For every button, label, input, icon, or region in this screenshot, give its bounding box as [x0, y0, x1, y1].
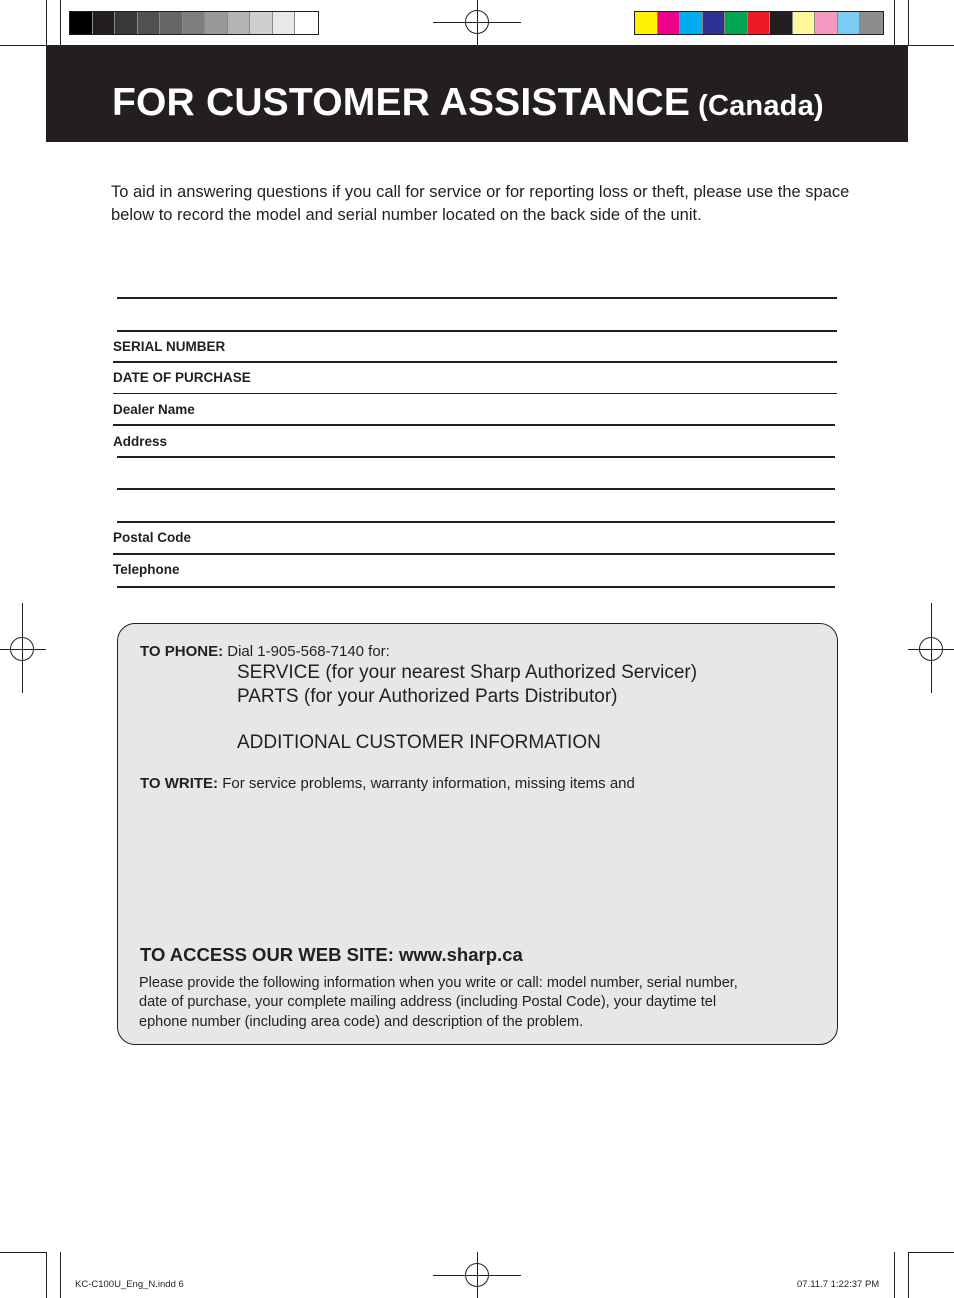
address-field[interactable] [117, 456, 835, 458]
page-title [112, 81, 824, 128]
process-swatch-2 [658, 12, 681, 34]
postal-code-field[interactable] [113, 553, 835, 555]
intro-paragraph: To aid in answering questions if you call for service or for reporting loss or theft, please use the space below to record the model and serial number located on the back side of the unit. [111, 183, 850, 224]
date-of-purchase-field[interactable] [113, 393, 837, 394]
write-line [140, 775, 635, 792]
process-swatch-3 [680, 12, 703, 34]
gray-swatch-7 [205, 12, 228, 34]
gray-swatch-9 [250, 12, 273, 34]
process-color-bar [634, 11, 884, 35]
provide-info-line-3: ephone number (including area code) and description of the problem. [139, 1014, 584, 1030]
process-swatch-4 [703, 12, 726, 34]
gray-swatch-8 [228, 12, 251, 34]
footer-timestamp: 07.11.7 1:22:37 PM [797, 1279, 880, 1290]
telephone-field[interactable] [117, 586, 835, 588]
dealer-name-label: Dealer Name [113, 402, 195, 417]
serial-number-field[interactable] [113, 361, 837, 363]
process-swatch-6 [748, 12, 771, 34]
provide-info-line-2: date of purchase, your complete mailing address (including Postal Code), your daytime tel [139, 994, 717, 1010]
title-region: (Canada) [698, 90, 824, 122]
gray-swatch-4 [138, 12, 161, 34]
address-field-line-3[interactable] [117, 521, 835, 523]
process-swatch-7 [770, 12, 793, 34]
process-swatch-8 [793, 12, 816, 34]
address-field-line-2[interactable] [117, 488, 835, 490]
phone-text: Dial 1-905-568-7140 for: [223, 643, 390, 660]
gray-swatch-11 [295, 12, 318, 34]
telephone-label: Telephone [113, 562, 180, 577]
blank-line[interactable] [117, 297, 837, 299]
process-swatch-10 [838, 12, 861, 34]
write-text: For service problems, warranty information, missing items and [218, 775, 635, 792]
service-line: SERVICE (for your nearest Sharp Authorized Servicer) [237, 662, 698, 683]
parts-line: PARTS (for your Authorized Parts Distributor) [237, 686, 618, 707]
grayscale-color-bar [69, 11, 319, 35]
gray-swatch-2 [93, 12, 116, 34]
date-of-purchase-label: DATE OF PURCHASE [113, 370, 251, 385]
process-swatch-1 [635, 12, 658, 34]
title-text: FOR CUSTOMER ASSISTANCE [112, 81, 691, 124]
blank-line[interactable] [117, 330, 837, 332]
gray-swatch-3 [115, 12, 138, 34]
phone-line [140, 643, 390, 660]
write-label: TO WRITE: [140, 775, 219, 792]
gray-swatch-10 [273, 12, 296, 34]
footer-filename: KC-C100U_Eng_N.indd 6 [75, 1279, 184, 1290]
postal-code-label: Postal Code [113, 530, 192, 545]
gray-swatch-5 [160, 12, 183, 34]
additional-info-line: ADDITIONAL CUSTOMER INFORMATION [237, 732, 601, 753]
gray-swatch-1 [70, 12, 93, 34]
process-swatch-9 [815, 12, 838, 34]
dealer-name-field[interactable] [113, 424, 835, 426]
process-swatch-5 [725, 12, 748, 34]
gray-swatch-6 [183, 12, 206, 34]
address-label: Address [113, 434, 168, 449]
contact-info-box [117, 623, 838, 1045]
website-line: TO ACCESS OUR WEB SITE: www.sharp.ca [140, 944, 523, 965]
provide-info-line-1: Please provide the following information when you write or call: model number, serial number, [139, 975, 738, 991]
serial-number-label: SERIAL NUMBER [113, 339, 226, 354]
phone-label: TO PHONE: [140, 643, 224, 660]
header-band [46, 45, 908, 142]
process-swatch-11 [860, 12, 883, 34]
